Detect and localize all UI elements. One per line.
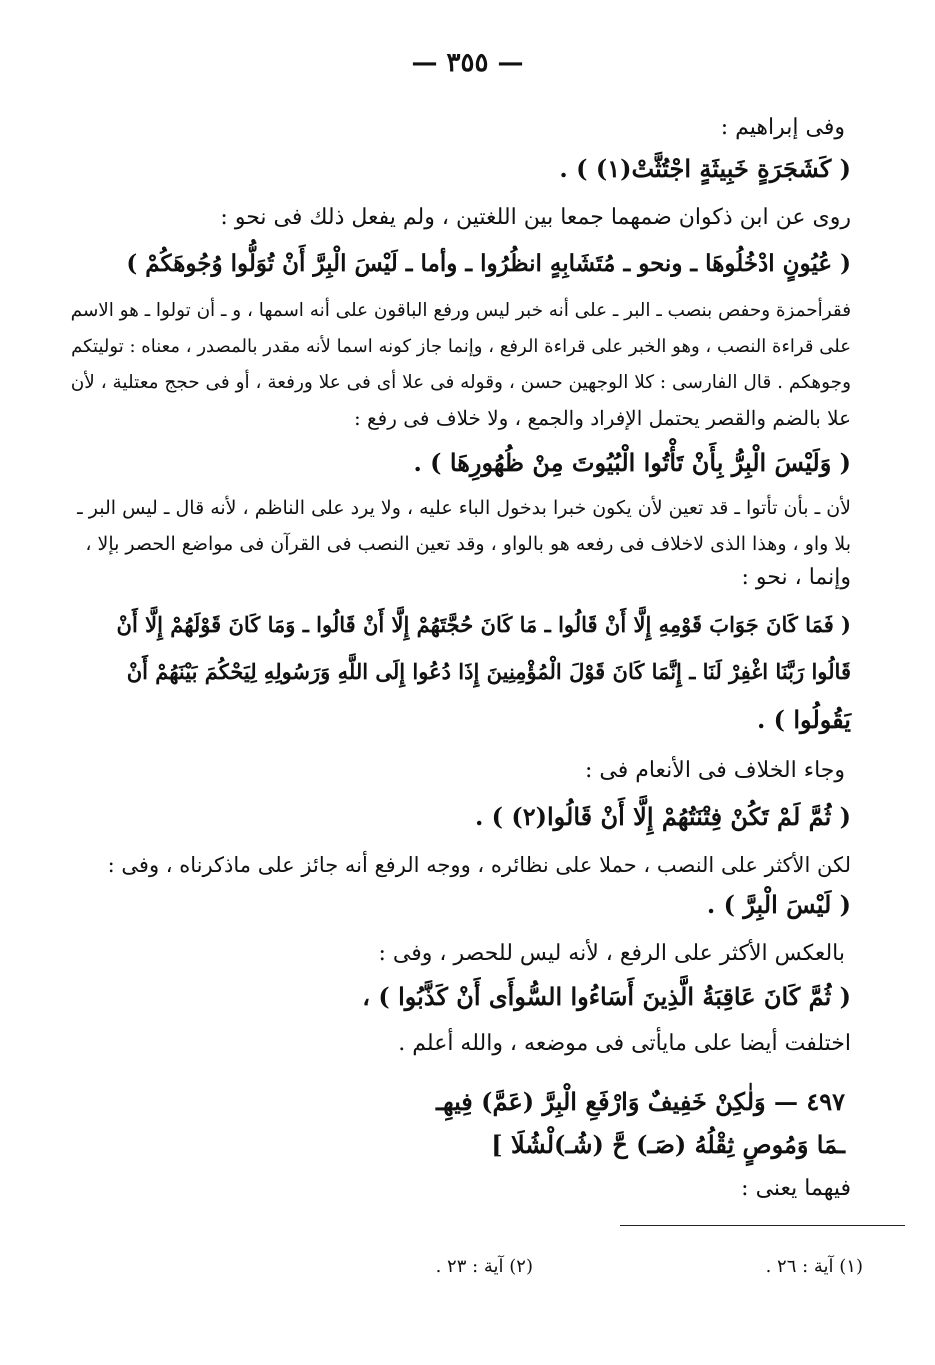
text-line-11: لكن الأكثر على النصب ، حملا على نظائره ، ووجه الرفع أنه جائز على ماذكرناه ، وفى : <box>107 853 851 877</box>
quran-line-5: قَالُوا رَبَّنَا اغْفِرْ لَنَا ـ إِنَّمَا كَانَ قَوْلَ الْمُؤْمِنِينَ إِذَا دُعُوا إِلَى اللَّهِ وَرَسُولِهِ لِيَحْكُمَ بَيْنَهُمْ أَنْ <box>126 659 851 684</box>
quran-line-6: يَقُولُوا ) . <box>756 705 851 734</box>
quran-line-9: ( ثُمَّ كَانَ عَاقِبَةُ الَّذِينَ أَسَاءُوا السُّوأَى أَنْ كَذَّبُوا ) ، <box>362 982 851 1011</box>
text-line-5: وجوهكم . قال الفارسى : كلا الوجهين حسن ، وقوله فى علا أى فى علا ورفعة ، أو فى حجج معتلية ، لأن <box>70 372 851 393</box>
text-line-13: اختلفت أيضا على مايأتى فى موضعه ، والله أعلم . <box>398 1031 851 1056</box>
quran-line-8: ( لَيْسَ الْبِرَّ ) . <box>706 890 851 919</box>
text-line-4: على قراءة النصب ، وهو الخبر على قراءة الرفع ، وإنما جاز كونه اسما لأنه مقدر بالمصدر ، معناه : توليتكم <box>71 336 851 357</box>
quran-line-4: ( فَمَا كَانَ جَوَابَ قَوْمِهِ إِلَّا أَنْ قَالُوا ـ مَا كَانَ حُجَّتَهُمْ إِلَّا أَنْ قَالُوا ـ وَمَا كَانَ قَوْلَهُمْ إِلَّا أَنْ <box>116 612 851 637</box>
footnote-1: (١) آية : ٢٦ . <box>765 1256 863 1277</box>
quran-line-7: ( ثُمَّ لَمْ تَكُنْ فِتْنَتُهُمْ إِلَّا أَنْ قَالُوا(٢) ) . <box>474 802 851 831</box>
footnote-separator <box>620 1225 905 1226</box>
text-line-12: بالعكس الأكثر على الرفع ، لأنه ليس للحصر ، وفى : <box>378 941 845 966</box>
text-line-7: لأن ـ بأن تأتوا ـ قد تعين لأن يكون خبرا بدخول الباء عليه ، ولا يرد على الناظم ، لأنه قال ـ ليس البر ـ <box>77 497 851 519</box>
text-line-9: وإنما ، نحو : <box>741 565 851 590</box>
text-line-10: وجاء الخلاف فى الأنعام فى : <box>584 758 845 783</box>
footnote-2: (٢) آية : ٢٣ . <box>435 1256 533 1277</box>
poem-line-2: ـمَا وَمُوصٍ ثِقْلُهُ (صَـ) حَّ (شُـ)لْشُلَا ] <box>491 1130 845 1159</box>
quran-line-3: ( وَلَيْسَ الْبِرُّ بِأَنْ تَأْتُوا الْبُيُوتَ مِنْ ظُهُورِهَا ) . <box>413 448 851 477</box>
text-line-6: علا بالضم والقصر يحتمل الإفراد والجمع ، ولا خلاف فى رفع : <box>353 406 851 430</box>
text-line-3: فقرأحمزة وحفص بنصب ـ البر ـ على أنه خبر ليس ورفع الباقون على أنه اسمها ، و ـ أن تولوا ـ هو الاسم <box>70 300 851 321</box>
text-line-8: بلا واو ، وهذا الذى لاخلاف فى رفعه هو بالواو ، وقد تعين النصب فى القرآن فى مواضع الحصر بإلا ، <box>85 533 851 555</box>
text-line-1: وفى إبراهيم : <box>720 115 845 140</box>
page-number: — ٣٥٥ — <box>411 48 524 78</box>
text-line-2: روى عن ابن ذكوان ضمهما جمعا بين اللغتين ، ولم يفعل ذلك فى نحو : <box>220 205 851 230</box>
text-line-14: فيهما يعنى : <box>741 1176 851 1201</box>
poem-line-1: ٤٩٧ — وَلٰكِنْ خَفِيفٌ وَارْفَعِ الْبِرَّ (عَمَّ) فِيهِـ <box>435 1087 845 1116</box>
quran-line-2: ( عُيُونٍ ادْخُلُوهَا ـ ونحو ـ مُتَشَابِهٍ انظُرُوا ـ وأما ـ لَيْسَ الْبِرَّ أَنْ تُوَلُّوا وُجُوهَكُمْ ) <box>126 250 851 277</box>
quran-line-1: ( كَشَجَرَةٍ خَبِيثَةٍ اجْتُثَّتْ(١) ) . <box>559 154 851 183</box>
